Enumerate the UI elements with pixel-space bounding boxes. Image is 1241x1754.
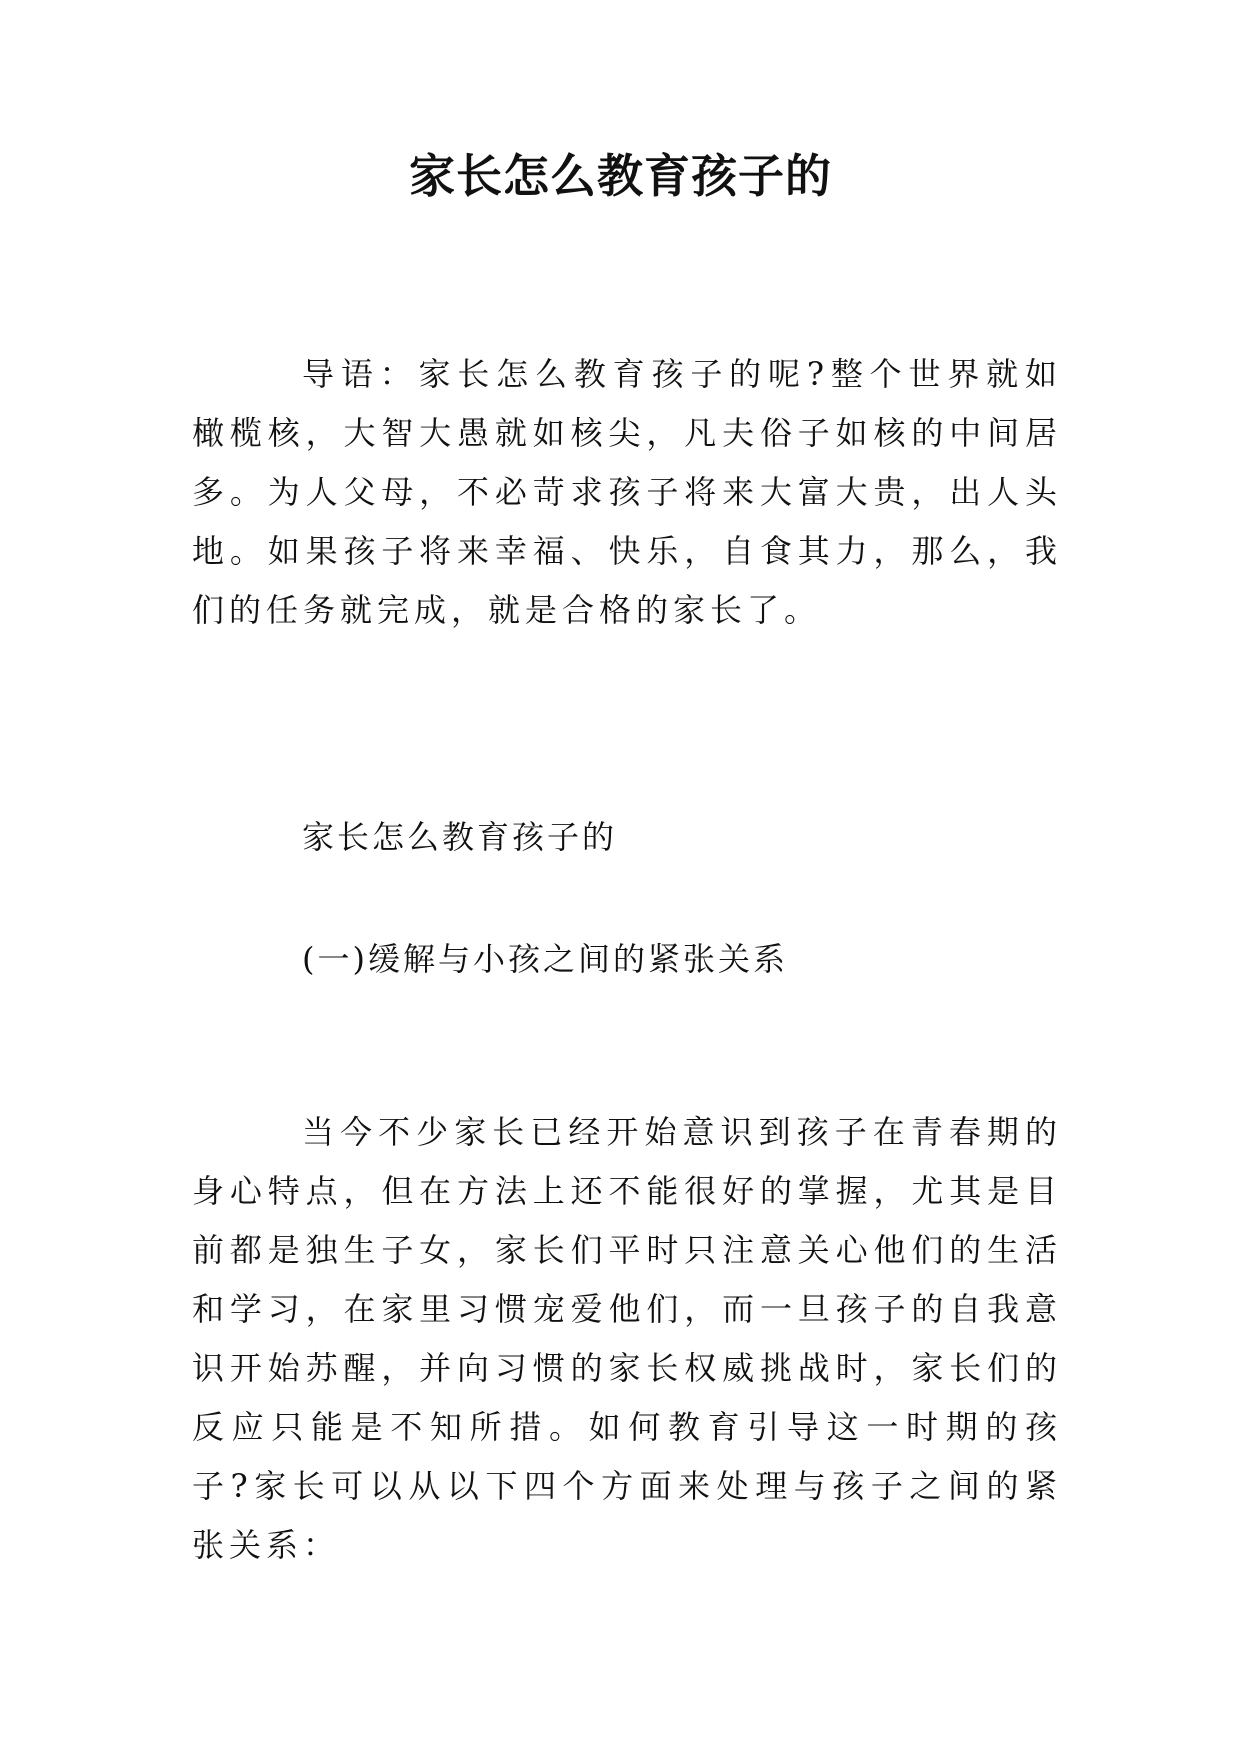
intro-paragraph: 导语：家长怎么教育孩子的呢?整个世界就如橄榄核，大智大愚就如核尖，凡夫俗子如核的中间居多。为人父母，不必苛求孩子将来大富大贵，出人头地。如果孩子将来幸福、快乐，自食其力，那么，我们的任务就完成，就是合格的家长了。 bbox=[192, 355, 1062, 629]
body-paragraph: 当今不少家长已经开始意识到孩子在青春期的身心特点，但在方法上还不能很好的掌握，尤其是目前都是独生子女，家长们平时只注意关心他们的生活和学习，在家里习惯宠爱他们，而一旦孩子的自我意识开始苏醒，并向习惯的家长权威挑战时，家长们的反应只能是不知所措。如何教育引导这一时期的孩子?家长可以从以下四个方面来处理与孩子之间的紧张关系： bbox=[192, 1113, 1062, 1564]
document-title: 家长怎么教育孩子的 bbox=[409, 149, 832, 203]
subsection-heading: (一)缓解与小孩之间的紧张关系 bbox=[302, 940, 788, 978]
section-heading: 家长怎么教育孩子的 bbox=[302, 818, 618, 856]
